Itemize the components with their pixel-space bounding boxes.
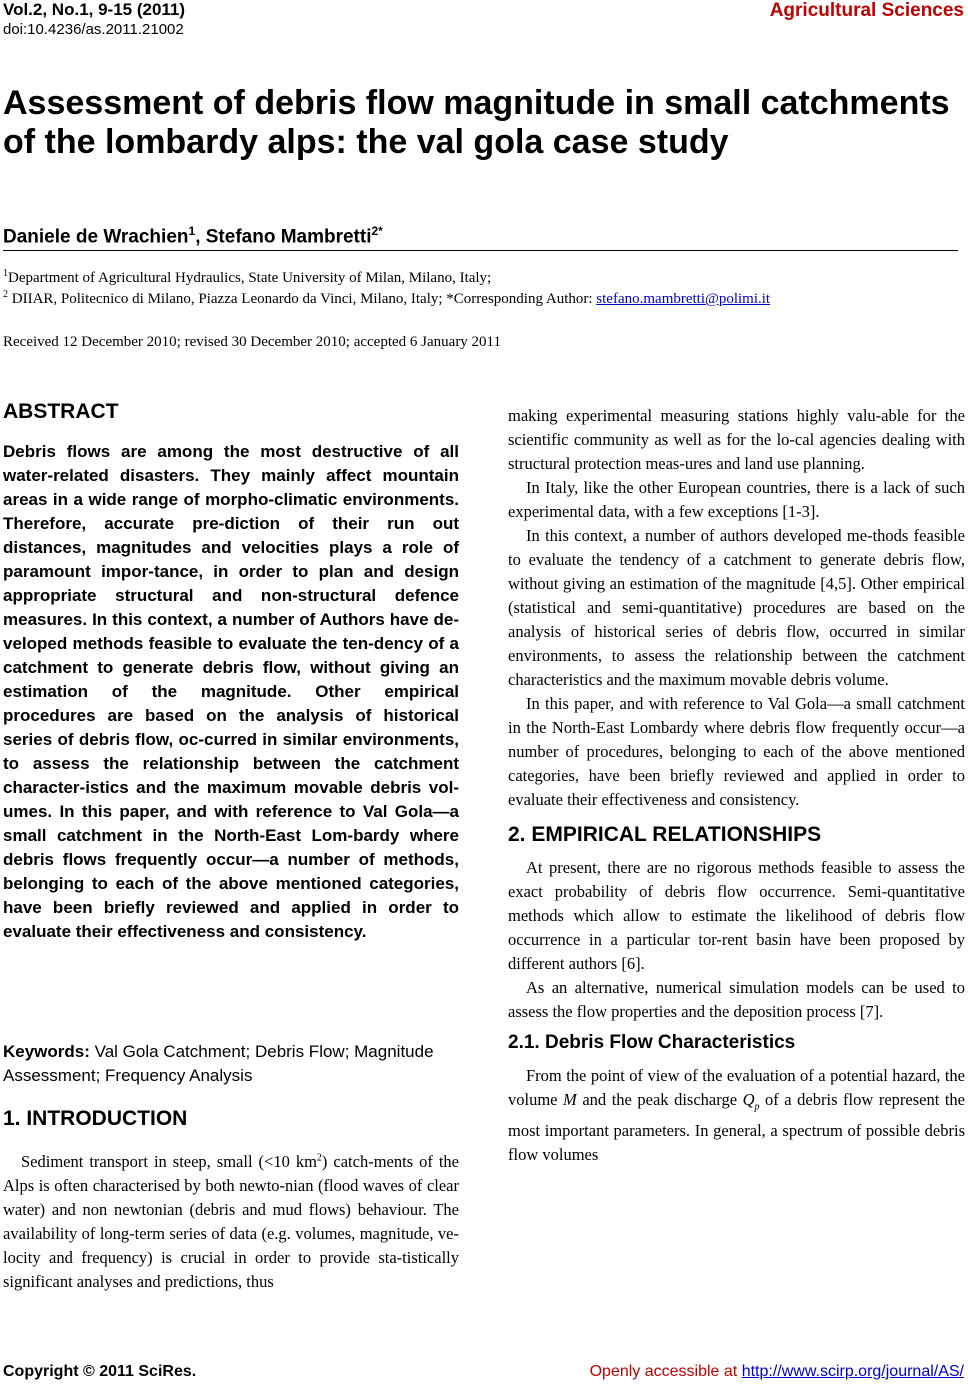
- section-heading-introduction: 1. INTRODUCTION: [3, 1107, 188, 1130]
- paragraph-text: From the point of view of the evaluation of a potential hazard, the volume: [508, 1066, 965, 1109]
- journal-name: Agricultural Sciences: [769, 0, 964, 21]
- body-paragraph: At present, there are no rigorous methods feasible to assess the exact probability of debris flow occurrence. Semi-quantitative methods which allow to estimate the likelihood of debris flow occurrence in a particular tor-rent basin have been proposed by different authors [6].: [508, 858, 965, 973]
- author-affiliation-mark: 2*: [371, 224, 383, 238]
- right-column: [508, 404, 965, 1167]
- subsection-heading: 2.1. Debris Flow Characteristics: [508, 1032, 796, 1053]
- affiliation-mark: 2: [3, 289, 8, 300]
- keywords-text: Val Gola Catchment; Debris Flow; Magnitude Assessment; Frequency Analysis: [3, 1042, 434, 1085]
- body-paragraph: In this paper, and with reference to Val Gola—a small catchment in the North-East Lombardy where debris flow frequently occur—a number of procedures, belonging to each of the above mentioned categories, have been briefly reviewed and applied in order to evaluate their effectiveness and consistency.: [508, 694, 965, 809]
- body-paragraph: As an alternative, numerical simulation models can be used to assess the flow properties and the deposition process [7].: [508, 978, 965, 1021]
- body-paragraph: [3, 1150, 459, 1294]
- copyright: Copyright © 2011 SciRes.: [3, 1363, 197, 1380]
- open-access-note: [590, 1363, 964, 1381]
- superscript: 2: [316, 1152, 322, 1164]
- author-name: Stefano Mambretti: [205, 226, 372, 248]
- author-affiliation-mark: 1: [188, 224, 196, 238]
- body-paragraph: In Italy, like the other European countries, there is a lack of such experimental data, with a few exceptions [1-3].: [508, 478, 965, 521]
- math-symbol: Q: [742, 1090, 755, 1109]
- paragraph-text: of a debris flow represent the most important parameters. In general, a spectrum of possible debris flow volumes: [508, 1090, 965, 1165]
- received-dates: Received 12 December 2010; revised 30 December 2010; accepted 6 January 2011: [3, 334, 502, 350]
- abstract-heading: ABSTRACT: [3, 400, 119, 423]
- doi: doi:10.4236/as.2011.21002: [3, 21, 184, 38]
- journal-url-link[interactable]: http://www.scirp.org/journal/AS/: [741, 1363, 964, 1380]
- paragraph-text: ) catch-ments of the Alps is often characterised by both newto-nian (flood waves of clear water) and non newtonian (debris and mud flows) behaviour. The availability of long-term series of data (e.g. volumes, magnitude, ve-locity and frequency) is crucial in order to provide sta-tistically significant analyses and predictions, thus: [3, 1152, 460, 1291]
- author-separator: ,: [195, 226, 206, 248]
- paragraph-text: Sediment transport in steep, small (<10 km: [21, 1152, 317, 1171]
- author-list: [3, 224, 383, 248]
- math-subscript: p: [754, 1101, 760, 1113]
- section-heading-empirical: 2. EMPIRICAL RELATIONSHIPS: [508, 823, 822, 846]
- access-text: Openly accessible at: [589, 1363, 742, 1380]
- journal-volume: Vol.2, No.1, 9-15 (2011): [3, 0, 186, 19]
- math-symbol: M: [563, 1090, 577, 1109]
- paragraph-text: and the peak discharge: [576, 1090, 743, 1109]
- keywords-label: Keywords:: [3, 1042, 90, 1061]
- header-rule: [3, 250, 958, 251]
- affiliation-text: Department of Agricultural Hydraulics, State University of Milan, Milano, Italy;: [8, 270, 492, 286]
- author-name: Daniele de Wrachien: [3, 226, 189, 248]
- body-paragraph: [508, 1064, 965, 1167]
- affiliation-mark: 1: [3, 268, 8, 279]
- abstract-body: Debris flows are among the most destructive of all water-related disasters. They mainly affect mountain areas in a wide range of morpho-climatic environments. Therefore, accurate pre-diction of their run out distances, magnitudes and velocities plays a role of paramount impor-tance, in order to plan and design appropriate structural and non-structural defence measures. In this context, a number of Authors have de-veloped methods feasible to evaluate the ten-dency of a catchment to generate debris flow, without giving an estimation of the magnitude. Other empirical procedures are based on the analysis of historical series of debris flow, oc-curred in similar environments, to assess the relationship between the catchment character-istics and the maximum movable debris vol-umes. In this paper, and with reference to Val Gola—a small catchment in the North-East Lom-bardy where debris flows frequently occur—a number of methods, belonging to each of the above mentioned categories, have been briefly reviewed and applied in order to evaluate their effectiveness and consistency.: [3, 442, 459, 941]
- body-paragraph: In this context, a number of authors developed me-thods feasible to evaluate the tendency of a catchment to generate debris flow, without giving an estimation of the magnitude [4,5]. Other empirical (statistical and semi-quantitative) procedures are based on the analysis of historical series of debris flow, occurred in similar environments, to assess the relationship between the catchment characteristics and the maximum movable debris volume.: [508, 526, 965, 689]
- affiliation-text: DIIAR, Politecnico di Milano, Piazza Leonardo da Vinci, Milano, Italy; *Corresponding Author:: [8, 291, 597, 307]
- affiliation-2: [3, 289, 770, 308]
- keywords: [3, 1040, 459, 1088]
- corresponding-email-link[interactable]: stefano.mambretti@polimi.it: [596, 291, 771, 307]
- paper-title: Assessment of debris flow magnitude in small catchments of the lombardy alps: the val gola case study: [3, 84, 950, 161]
- affiliation-1: [3, 268, 491, 287]
- body-paragraph: making experimental measuring stations highly valu-able for the scientific community as well as for the lo-cal agencies dealing with structural protection meas-ures and land use planning.: [508, 406, 965, 473]
